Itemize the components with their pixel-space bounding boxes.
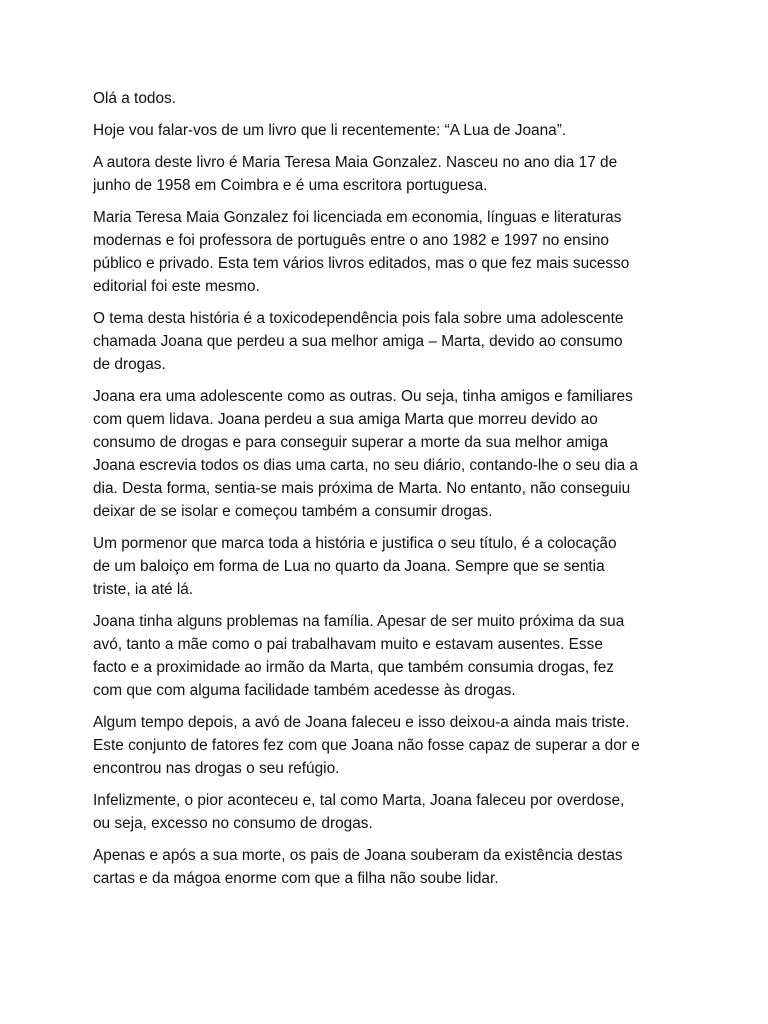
paragraph-greeting: Olá a todos. [93, 90, 176, 107]
paragraph-overdose: Infelizmente, o pior aconteceu e, tal como Marta, Joana faleceu por overdose, ou seja, excesso no consumo de drogas. [93, 792, 625, 832]
paragraph-family: Joana tinha alguns problemas na família. Apesar de ser muito próxima da sua avó, tanto a mãe como o pai trabalhavam muito e estavam ausentes. Esse facto e a proximidade ao irmão da Marta, que também consumia drogas, fez com que com alguma facilidade também acedesse às drogas. [93, 613, 625, 699]
paragraph-plot: Joana era uma adolescente como as outras. Ou seja, tinha amigos e familiares com quem lidava. Joana perdeu a sua amiga Marta que morreu devido ao consumo de drogas e para conseguir superar a morte da sua melhor amiga Joana escrevia todos os dias uma carta, no seu diário, contando-lhe o seu dia a dia. Desta forma, sentia-se mais próxima de Marta. No entanto, não conseguiu deixar de se isolar e começou também a consumir drogas. [93, 388, 638, 520]
paragraph-ending: Apenas e após a sua morte, os pais de Joana souberam da existência destas cartas e da mágoa enorme com que a filha não soube lidar. [93, 847, 623, 887]
paragraph-author-career: Maria Teresa Maia Gonzalez foi licenciada em economia, línguas e literaturas modernas e foi professora de português entre o ano 1982 e 1997 no ensino público e privado. Esta tem vários livros editados, mas o que fez mais sucesso editorial foi este mesmo. [93, 209, 630, 295]
paragraph-theme: O tema desta história é a toxicodependência pois fala sobre uma adolescente chamada Joana que perdeu a sua melhor amiga – Marta, devido ao consumo de drogas. [93, 310, 624, 373]
paragraph-grandmother: Algum tempo depois, a avó de Joana faleceu e isso deixou-a ainda mais triste. Este conjunto de fatores fez com que Joana não fosse capaz de superar a dor e encontrou nas drogas o seu refúgio. [93, 714, 640, 777]
paragraph-title-detail: Um pormenor que marca toda a história e justifica o seu título, é a colocação de um baloiço em forma de Lua no quarto da Joana. Sempre que se sentia triste, ia até lá. [93, 535, 617, 598]
document-body [93, 87, 693, 899]
paragraph-intro: Hoje vou falar-vos de um livro que li recentemente: “A Lua de Joana”. [93, 122, 567, 139]
paragraph-author: A autora deste livro é Maria Teresa Maia Gonzalez. Nasceu no ano dia 17 de junho de 1958 em Coimbra e é uma escritora portuguesa. [93, 154, 618, 194]
